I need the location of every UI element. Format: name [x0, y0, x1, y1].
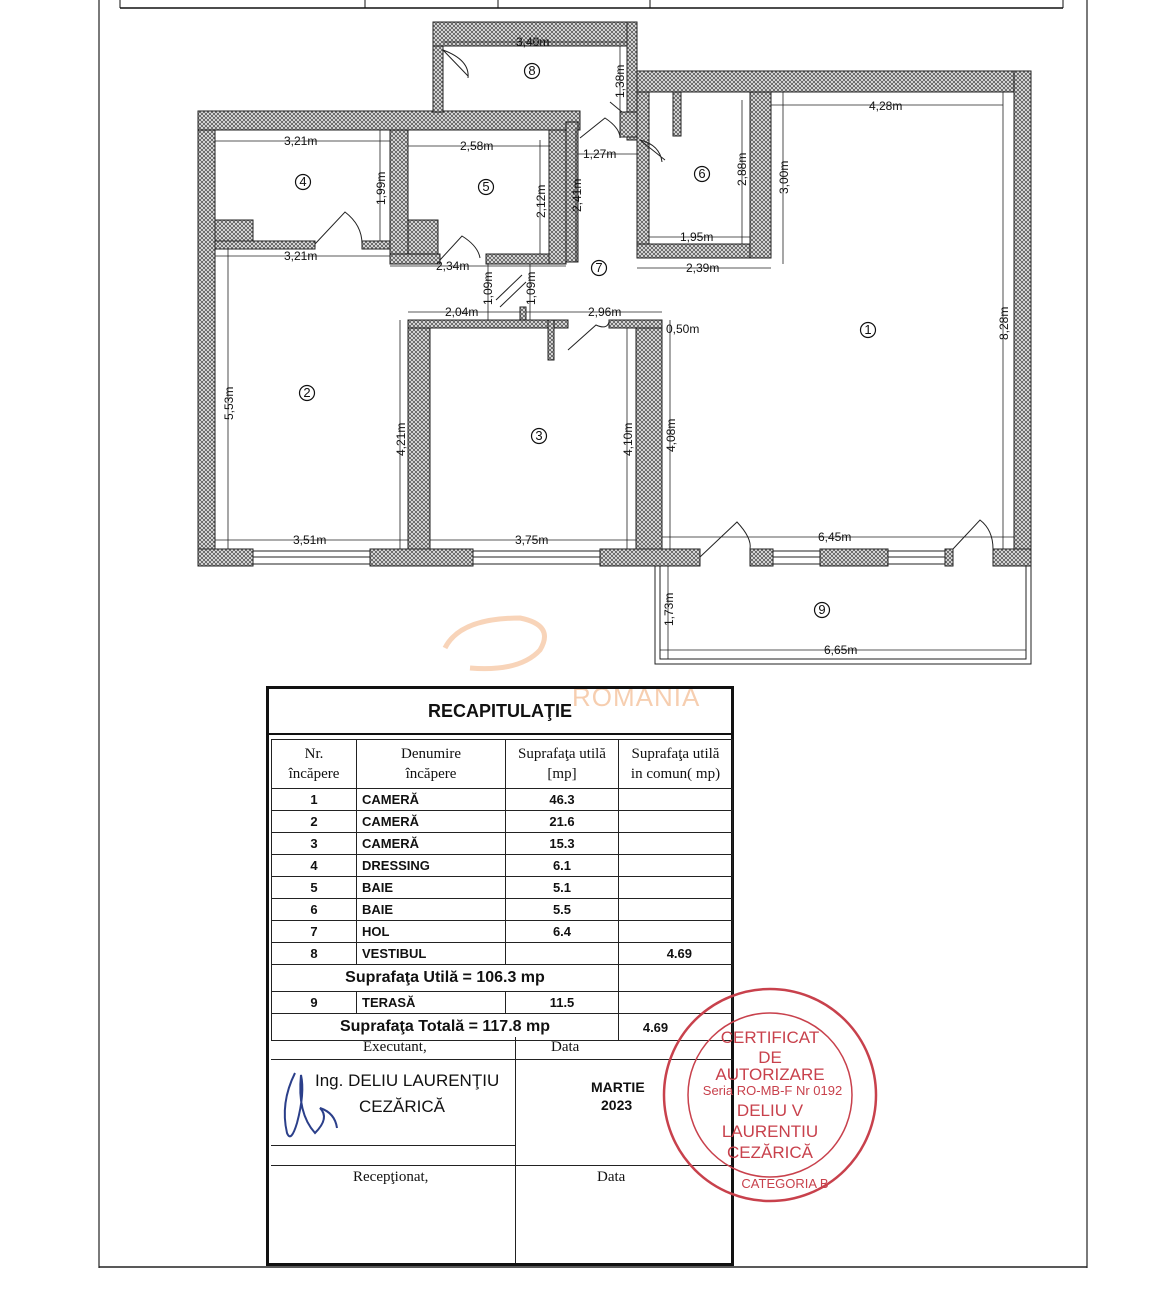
header-comun: Suprafaţa utilă in comun( mp)	[619, 740, 733, 789]
cell-common	[619, 877, 733, 899]
cell-name: HOL	[357, 921, 506, 943]
table-row	[272, 877, 733, 899]
cell-name: BAIE	[357, 877, 506, 899]
cell-common	[619, 899, 733, 921]
dim-label: 3,00m	[777, 160, 791, 194]
dim-label: 1,95m	[680, 230, 714, 244]
table-row	[272, 899, 733, 921]
data-label: Data	[551, 1039, 580, 1055]
cell-nr: 4	[272, 855, 357, 877]
room-number: 5	[482, 179, 490, 194]
executant-label: Executant,	[363, 1039, 427, 1055]
cell-area: 21.6	[506, 811, 619, 833]
dim-label: 1,99m	[374, 171, 388, 205]
dim-label: 2,96m	[588, 305, 622, 319]
dim-label: 4,08m	[664, 418, 678, 452]
dim-label: 1,73m	[662, 592, 676, 626]
cell-area: 15.3	[506, 833, 619, 855]
cell-nr: 7	[272, 921, 357, 943]
table-row	[272, 943, 733, 965]
cell-area: 6.1	[506, 855, 619, 877]
cell-nr: 5	[272, 877, 357, 899]
dim-label: 2,39m	[686, 261, 720, 275]
receptionat-label: Recepţionat,	[353, 1169, 429, 1185]
cell-name: BAIE	[357, 899, 506, 921]
dim-label: 2,41m	[570, 178, 584, 212]
table-row	[272, 921, 733, 943]
cell-area: 5.5	[506, 899, 619, 921]
dim-label: 3,75m	[515, 533, 549, 547]
cell-area: 46.3	[506, 789, 619, 811]
cell-nr: 2	[272, 811, 357, 833]
stamp-line: AUTORIZARE	[715, 1065, 825, 1084]
walls	[198, 22, 1031, 566]
cell-name: CAMERĂ	[357, 789, 506, 811]
table-row	[272, 789, 733, 811]
stamp-line: DE	[758, 1048, 782, 1067]
room-number: 7	[595, 260, 603, 275]
table-row	[272, 855, 733, 877]
cell-area: 5.1	[506, 877, 619, 899]
stamp-line: LAURENTIU	[721, 1122, 819, 1141]
top-table-strip	[120, 0, 1063, 8]
cell-common	[619, 855, 733, 877]
cell-common	[619, 789, 733, 811]
cell-common: 4.69	[619, 943, 733, 965]
dim-label: 6,45m	[818, 530, 852, 544]
dim-label: 2,34m	[436, 259, 470, 273]
dim-label: 0,50m	[666, 322, 700, 336]
util-total: Suprafaţa Utilă = 106.3 mp	[272, 965, 619, 992]
stamp-line: CATEGORIA B	[741, 1176, 829, 1191]
engineer-name: Ing. DELIU LAURENŢIU	[315, 1071, 500, 1090]
total-common: 4.69	[619, 1014, 733, 1041]
dim-label: 3,21m	[284, 134, 318, 148]
dim-label: 5,53m	[222, 386, 236, 420]
room-number: 3	[535, 428, 543, 443]
dim-label: 1,09m	[481, 271, 495, 305]
room-number: 2	[303, 385, 311, 400]
table-header-row	[272, 740, 733, 789]
cell-nr: 6	[272, 899, 357, 921]
cell-name: DRESSING	[357, 855, 506, 877]
dim-label: 3,21m	[284, 249, 318, 263]
room-number: 6	[698, 166, 706, 181]
stamp-line: DELIU V	[736, 1101, 804, 1120]
table-row	[272, 833, 733, 855]
stamp-line: Seria RO-MB-F Nr 0192	[702, 1083, 843, 1098]
header-denumire: Denumire încăpere	[357, 740, 506, 789]
dim-label: 4,21m	[394, 422, 408, 456]
dim-label: 4,28m	[869, 99, 903, 113]
stamp-line: CEZĂRICĂ	[727, 1143, 813, 1162]
header-nr: Nr. încăpere	[272, 740, 357, 789]
dim-label: 2,58m	[460, 139, 494, 153]
room-number: 9	[818, 602, 826, 617]
cell-name: CAMERĂ	[357, 811, 506, 833]
room-number: 4	[299, 174, 307, 189]
dim-label: 3,40m	[516, 35, 550, 49]
cell-nr: 9	[272, 992, 357, 1014]
dim-label: 2,04m	[445, 305, 479, 319]
cell-common	[619, 811, 733, 833]
watermark-text: ROMANIA	[572, 682, 701, 712]
date-year: 2023	[601, 1097, 633, 1113]
date-month: MARTIE	[591, 1079, 645, 1095]
cell-common	[619, 921, 733, 943]
dim-label: 6,65m	[824, 643, 858, 657]
dim-label: 3,51m	[293, 533, 327, 547]
cell-nr: 8	[272, 943, 357, 965]
cell-area	[506, 943, 619, 965]
cell-nr: 3	[272, 833, 357, 855]
cell-name: TERASĂ	[357, 992, 506, 1014]
dim-label: 8,28m	[997, 306, 1011, 340]
cell-area: 11.5	[506, 992, 619, 1014]
engineer-name-2: CEZĂRICĂ	[359, 1097, 445, 1116]
data-label-2: Data	[597, 1169, 626, 1185]
dim-label: 1,27m	[583, 147, 617, 161]
room-number: 1	[864, 322, 872, 337]
header-suprafata: Suprafaţa utilă [mp]	[506, 740, 619, 789]
table-row	[272, 811, 733, 833]
dim-label: 1,09m	[524, 271, 538, 305]
cell-area: 6.4	[506, 921, 619, 943]
grand-total: Suprafaţa Totală = 117.8 mp	[272, 1014, 619, 1041]
dim-label: 2,88m	[735, 152, 749, 186]
cell-common	[619, 833, 733, 855]
recap-title: RECAPITULAŢIE	[269, 689, 731, 735]
dim-label: 2,12m	[534, 184, 548, 218]
watermark-logo	[445, 618, 545, 669]
dim-label: 4,10m	[621, 422, 635, 456]
dim-label: 1,38m	[613, 64, 627, 98]
room-number: 8	[528, 63, 536, 78]
stamp-line: CERTIFICAT	[720, 1028, 820, 1047]
cell-name: VESTIBUL	[357, 943, 506, 965]
cell-name: CAMERĂ	[357, 833, 506, 855]
cell-nr: 1	[272, 789, 357, 811]
